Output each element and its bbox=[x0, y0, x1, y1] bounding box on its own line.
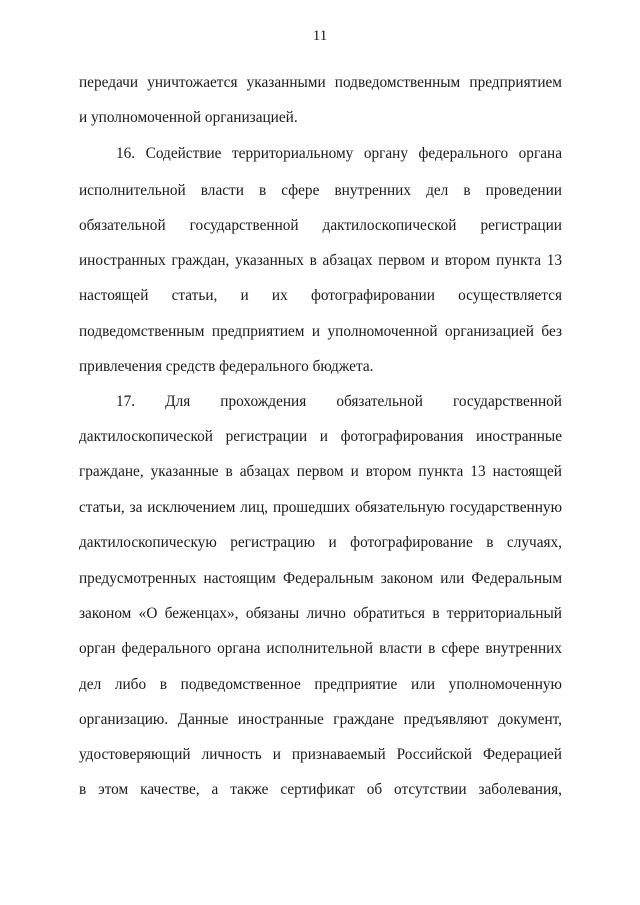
text-line: обязательной государственной дактилоскопической регистрации bbox=[79, 217, 562, 234]
text-line: исполнительной власти в сфере внутренних дел в проведении bbox=[79, 182, 562, 199]
page-number: 11 bbox=[312, 28, 328, 44]
text-line: дел либо в подведомственное предприятие или уполномоченную bbox=[79, 676, 562, 693]
text-line: граждане, указанные в абзацах первом и втором пункта 13 настоящей bbox=[79, 463, 562, 480]
text-line: удостоверяющий личность и признаваемый Российской Федерацией bbox=[79, 746, 562, 763]
text-line: подведомственным предприятием и уполномоченной организацией без bbox=[79, 323, 562, 340]
text-line: орган федерального органа исполнительной власти в сфере внутренних bbox=[79, 640, 562, 657]
text-line: законом «О беженцах», обязаны лично обратиться в территориальный bbox=[79, 605, 562, 622]
text-line: статьи, за исключением лиц, прошедших обязательную государственную bbox=[79, 499, 562, 516]
text-line: иностранных граждан, указанных в абзацах первом и втором пункта 13 bbox=[79, 252, 562, 269]
text-line: передачи уничтожается указанными подведомственным предприятием bbox=[79, 74, 562, 91]
text-line: в этом качестве, а также сертификат об отсутствии заболевания, bbox=[79, 781, 562, 798]
text-line: дактилоскопической регистрации и фотографирования иностранные bbox=[79, 428, 562, 445]
text-line: привлечения средств федерального бюджета. bbox=[79, 358, 374, 375]
text-line: и уполномоченной организацией. bbox=[79, 109, 298, 126]
paragraph-17-start: 17. Для прохождения обязательной государственной bbox=[116, 393, 562, 410]
paragraph-16-start: 16. Содействие территориальному органу федерального органа bbox=[116, 145, 562, 162]
text-line: настоящей статьи, и их фотографировании осуществляется bbox=[79, 287, 562, 304]
text-line: дактилоскопическую регистрацию и фотографирование в случаях, bbox=[79, 534, 562, 551]
text-line: предусмотренных настоящим Федеральным законом или Федеральным bbox=[79, 570, 562, 587]
text-line: организацию. Данные иностранные граждане предъявляют документ, bbox=[79, 711, 562, 728]
